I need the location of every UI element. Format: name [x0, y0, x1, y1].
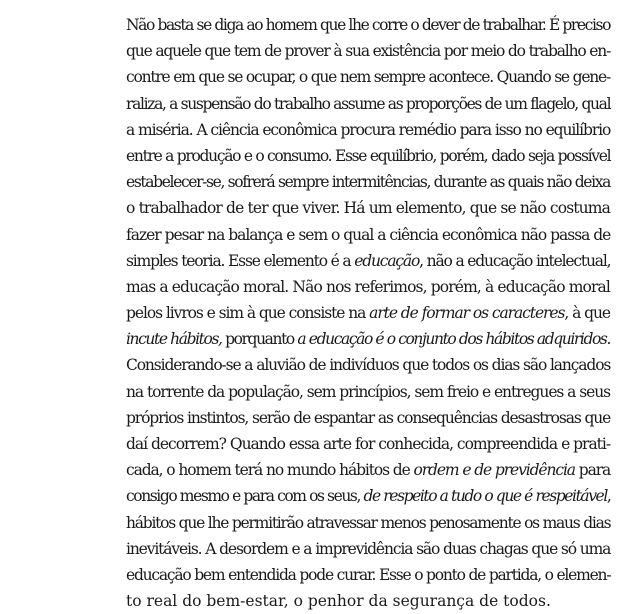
text-line	[126, 588, 610, 614]
italic-phrase: incute hábitos,	[126, 330, 222, 349]
text-run: inevitáveis. A desordem e a imprevidência são duas chagas que só uma	[126, 539, 611, 558]
italic-phrase: a educação é o conjunto dos hábitos adquiridos.	[297, 330, 611, 349]
text-line	[126, 12, 610, 38]
text-run: o trabalhador de ter que viver. Há um elemento, que se não costuma	[126, 199, 610, 218]
text-run: que aquele que tem de prover à sua existência por meio do trabalho en-	[126, 42, 611, 61]
text-line	[126, 510, 610, 536]
italic-phrase: de respeito a tudo o que é respeitável	[363, 487, 607, 506]
text-line	[126, 536, 610, 562]
text-run: cada, o homem terá no mundo hábitos de	[126, 461, 414, 480]
text-run: simples teoria. Esse elemento é a	[126, 251, 355, 270]
text-line	[126, 274, 610, 300]
text-run: hábitos que lhe permitirão atravessar menos penosamente os maus dias	[126, 513, 611, 532]
text-line	[126, 431, 610, 457]
text-run: contre em que se ocupar, o que nem sempre acontece. Quando se gene-	[126, 68, 610, 87]
text-line	[126, 248, 610, 274]
body-paragraph	[126, 12, 610, 614]
text-run: entre a produção e o consumo. Esse equilíbrio, porém, dado seja possível	[126, 146, 611, 165]
italic-phrase: educação	[354, 251, 420, 270]
text-line	[126, 117, 610, 143]
text-line	[126, 483, 610, 509]
text-line	[126, 300, 610, 326]
text-run: pelos livros e sim à que consiste na	[126, 304, 370, 323]
text-line	[126, 379, 610, 405]
text-line	[126, 222, 610, 248]
text-line	[126, 326, 610, 352]
text-line	[126, 143, 610, 169]
text-run: consigo mesmo e para com os seus,	[126, 487, 364, 506]
text-run: educação bem entendida pode curar. Esse o ponto de partida, o elemen-	[126, 565, 611, 584]
text-run: porquanto	[221, 330, 298, 349]
text-run: na torrente da população, sem princípios, sem freio e entregues a seus	[126, 382, 610, 401]
italic-phrase: arte de formar os caracteres	[369, 304, 565, 323]
text-line	[126, 169, 610, 195]
text-run: a miséria. A ciência econômica procura remédio para isso no equilíbrio	[126, 120, 611, 139]
text-run: Considerando-se a aluvião de indivíduos que todos os dias são lançados	[126, 356, 611, 375]
text-run: mas a educação moral. Não nos referimos, porém, à educação moral	[126, 277, 610, 296]
text-run: , à que	[564, 304, 611, 323]
text-line	[126, 64, 610, 90]
text-run: to real do bem-estar, o penhor da segurança de todos.	[126, 592, 551, 611]
text-run: para	[574, 461, 611, 480]
text-line	[126, 91, 610, 117]
text-line	[126, 405, 610, 431]
text-run: ,	[606, 487, 611, 506]
text-line	[126, 457, 610, 483]
text-run: fazer pesar na balança e sem o qual a ciência econômica não passa de	[126, 225, 611, 244]
text-run: Não basta se diga ao homem que lhe corre o dever de trabalhar. É preciso	[126, 16, 610, 34]
text-run: , não a educação intelectual,	[419, 251, 611, 270]
text-line	[126, 352, 610, 378]
text-line	[126, 38, 610, 64]
text-run: daí decorrem? Quando essa arte for conhecida, compreendida e prati-	[126, 435, 611, 453]
text-line	[126, 562, 610, 588]
italic-phrase: ordem e de previdência	[413, 461, 575, 480]
text-run: raliza, a suspensão do trabalho assume as proporções de um flagelo, qual	[126, 94, 611, 113]
text-line	[126, 195, 610, 221]
text-run: estabelecer-se, sofrerá sempre intermitências, durante as quais não deixa	[126, 173, 610, 192]
text-run: próprios instintos, serão de espantar as consequências desastrosas que	[126, 408, 611, 427]
